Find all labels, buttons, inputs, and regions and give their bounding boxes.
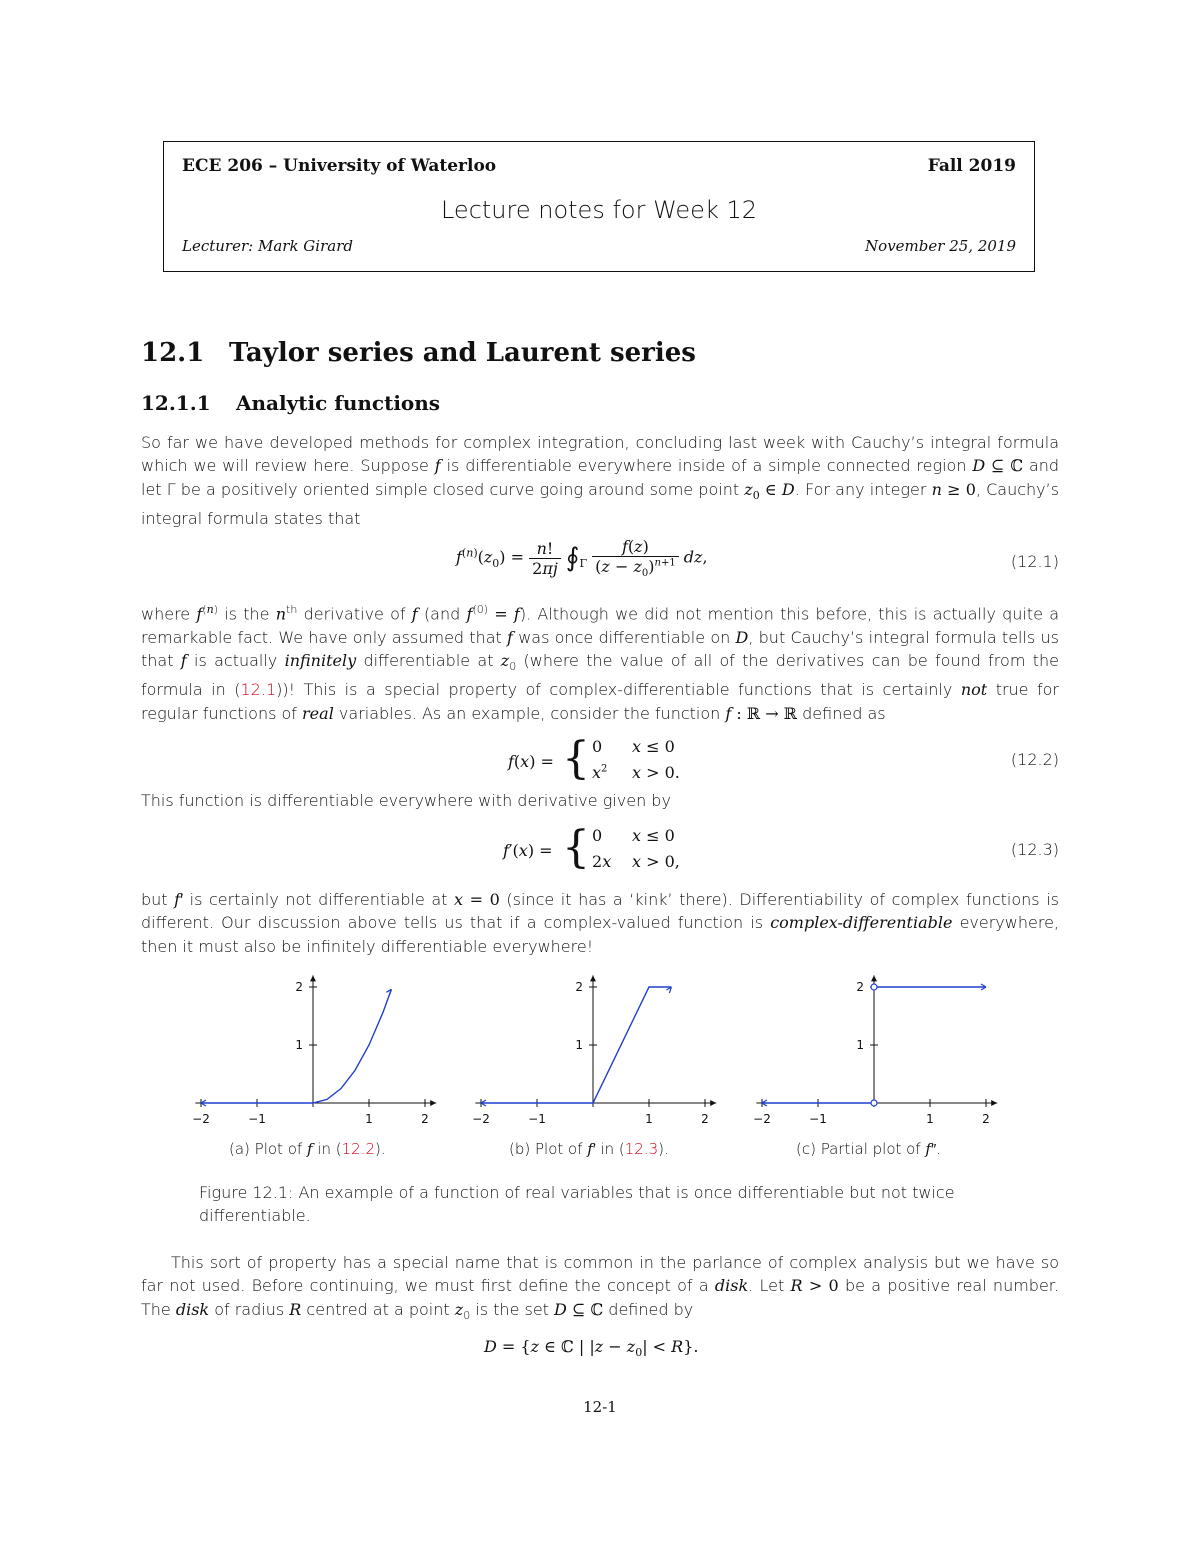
- y-axis-arrow: [310, 975, 316, 981]
- document-title: Lecture notes for Week 12: [440, 196, 758, 224]
- open-point: [871, 1100, 877, 1106]
- course-name: ECE 206 – University of Waterloo: [182, 156, 497, 176]
- ref-link-12-3[interactable]: 12.3: [624, 1140, 659, 1158]
- y-tick-label: 2: [575, 980, 583, 994]
- subsection-title: Analytic functions: [236, 391, 441, 415]
- x-tick-label: 1: [365, 1112, 373, 1126]
- paragraph-derivative: This function is differentiable everywhere with derivative given by: [141, 791, 671, 810]
- x-tick-label: 1: [926, 1112, 934, 1126]
- series-arrow: [666, 987, 671, 993]
- y-tick-label: 2: [295, 980, 303, 994]
- x-tick-label: −1: [809, 1112, 827, 1126]
- section-title: Taylor series and Laurent series: [229, 338, 696, 368]
- ref-link-12-2[interactable]: 12.2: [341, 1140, 375, 1158]
- y-tick-label: 1: [575, 1038, 583, 1052]
- date: November 25, 2019: [865, 237, 1016, 255]
- section-heading: [141, 338, 696, 368]
- figure-caption: Figure 12.1: An example of a function of real variables that is once differentiable but not twice differentiable.: [199, 1183, 955, 1225]
- equation-12-1: $f^{(n)}(z_0)$ = $\frac{n!}{2\pi j}$ $∮_\Gamma$ $\frac{f(z)}{(z - z_0)^{n+1}}$ dz,: [456, 537, 708, 580]
- x-axis-arrow: [710, 1100, 716, 1106]
- x-tick-label: −2: [192, 1112, 210, 1126]
- x-tick-label: 1: [645, 1112, 653, 1126]
- y-tick-label: 1: [856, 1038, 864, 1052]
- equation-disk: D = {z ∈ ℂ | $|z - z_0| < R$}.: [484, 1337, 699, 1360]
- equation-number-12-3: (12.3): [1010, 840, 1059, 859]
- section-number: 12.1: [141, 338, 205, 368]
- subcaption-a: (a) Plot of f in (12.2).: [229, 1140, 386, 1158]
- x-tick-label: 2: [701, 1112, 709, 1126]
- y-axis-arrow: [871, 975, 877, 981]
- paragraph-complex-diff: but f′ is certainly not differentiable at x = 0 (since it has a ‘kink’ there). Differentiability of complex functions is different. Our discussion above tells us that if a complex-valued function is complex-differentiable everywhere, then it must also be infinitely differentiable everywhere!: [141, 890, 1060, 956]
- subsection-number: 12.1.1: [141, 391, 211, 415]
- paragraph-disk: This sort of property has a special name that is common in the parlance of complex analysis but we have so far not used. Before continuing, we must first define the concept of a disk. Let R > 0 be a positive real number. The disk of radius R centred at a point $z_0$ is the set D ⊆ ℂ defined by: [141, 1253, 1059, 1322]
- equation-number-12-2: (12.2): [1010, 750, 1059, 769]
- subsection-heading: [141, 391, 440, 415]
- paragraph-remark: where $f^{(n)}$ is the $n^{th}$ derivative of f (and $f^{(0)} = f$). Although we did not mention this before, this is actually quite a remarkable fact. We have only assumed that f was once differentiable on D, but Cauchy’s integral formula tells us that f is actually infinitely differentiable at $z_0$ (where the value of all of the derivatives can be found from the formula in (12.1))! This is a special property of complex-differentiable functions that is certainly not true for regular functions of real variables. As an example, consider the function f : ℝ → ℝ defined as: [141, 603, 1060, 723]
- open-point: [871, 984, 877, 990]
- subcaption-c: (c) Partial plot of f″.: [796, 1140, 942, 1158]
- x-tick-label: 2: [421, 1112, 429, 1126]
- y-tick-label: 1: [295, 1038, 303, 1052]
- figure-12-1: [0, 970, 1200, 1150]
- page-number: 12-1: [583, 1398, 617, 1416]
- y-axis-arrow: [590, 975, 596, 981]
- lecturer: Lecturer: Mark Girard: [182, 237, 353, 255]
- x-axis-arrow: [430, 1100, 436, 1106]
- term: Fall 2019: [927, 156, 1016, 176]
- x-tick-label: −2: [753, 1112, 771, 1126]
- y-tick-label: 2: [856, 980, 864, 994]
- x-axis-arrow: [991, 1100, 997, 1106]
- x-tick-label: −1: [248, 1112, 266, 1126]
- x-tick-label: −1: [528, 1112, 546, 1126]
- subcaption-b: (b) Plot of f′ in (12.3).: [509, 1140, 669, 1158]
- equation-number-12-1: (12.1): [1010, 552, 1059, 571]
- ref-link-12-1[interactable]: 12.1: [240, 680, 277, 700]
- x-tick-label: −2: [472, 1112, 490, 1126]
- paragraph-intro: So far we have developed methods for complex integration, concluding last week with Cauchy’s integral formula which we will review here. Suppose f is differentiable everywhere inside of a simple connected region D ⊆ ℂ and let Γ be a positively oriented simple closed curve going around some point $z_0$ ∈ D. For any integer n ≥ 0, Cauchy’s integral formula states that: [141, 433, 1060, 529]
- x-tick-label: 2: [982, 1112, 990, 1126]
- header-box: [163, 141, 1035, 272]
